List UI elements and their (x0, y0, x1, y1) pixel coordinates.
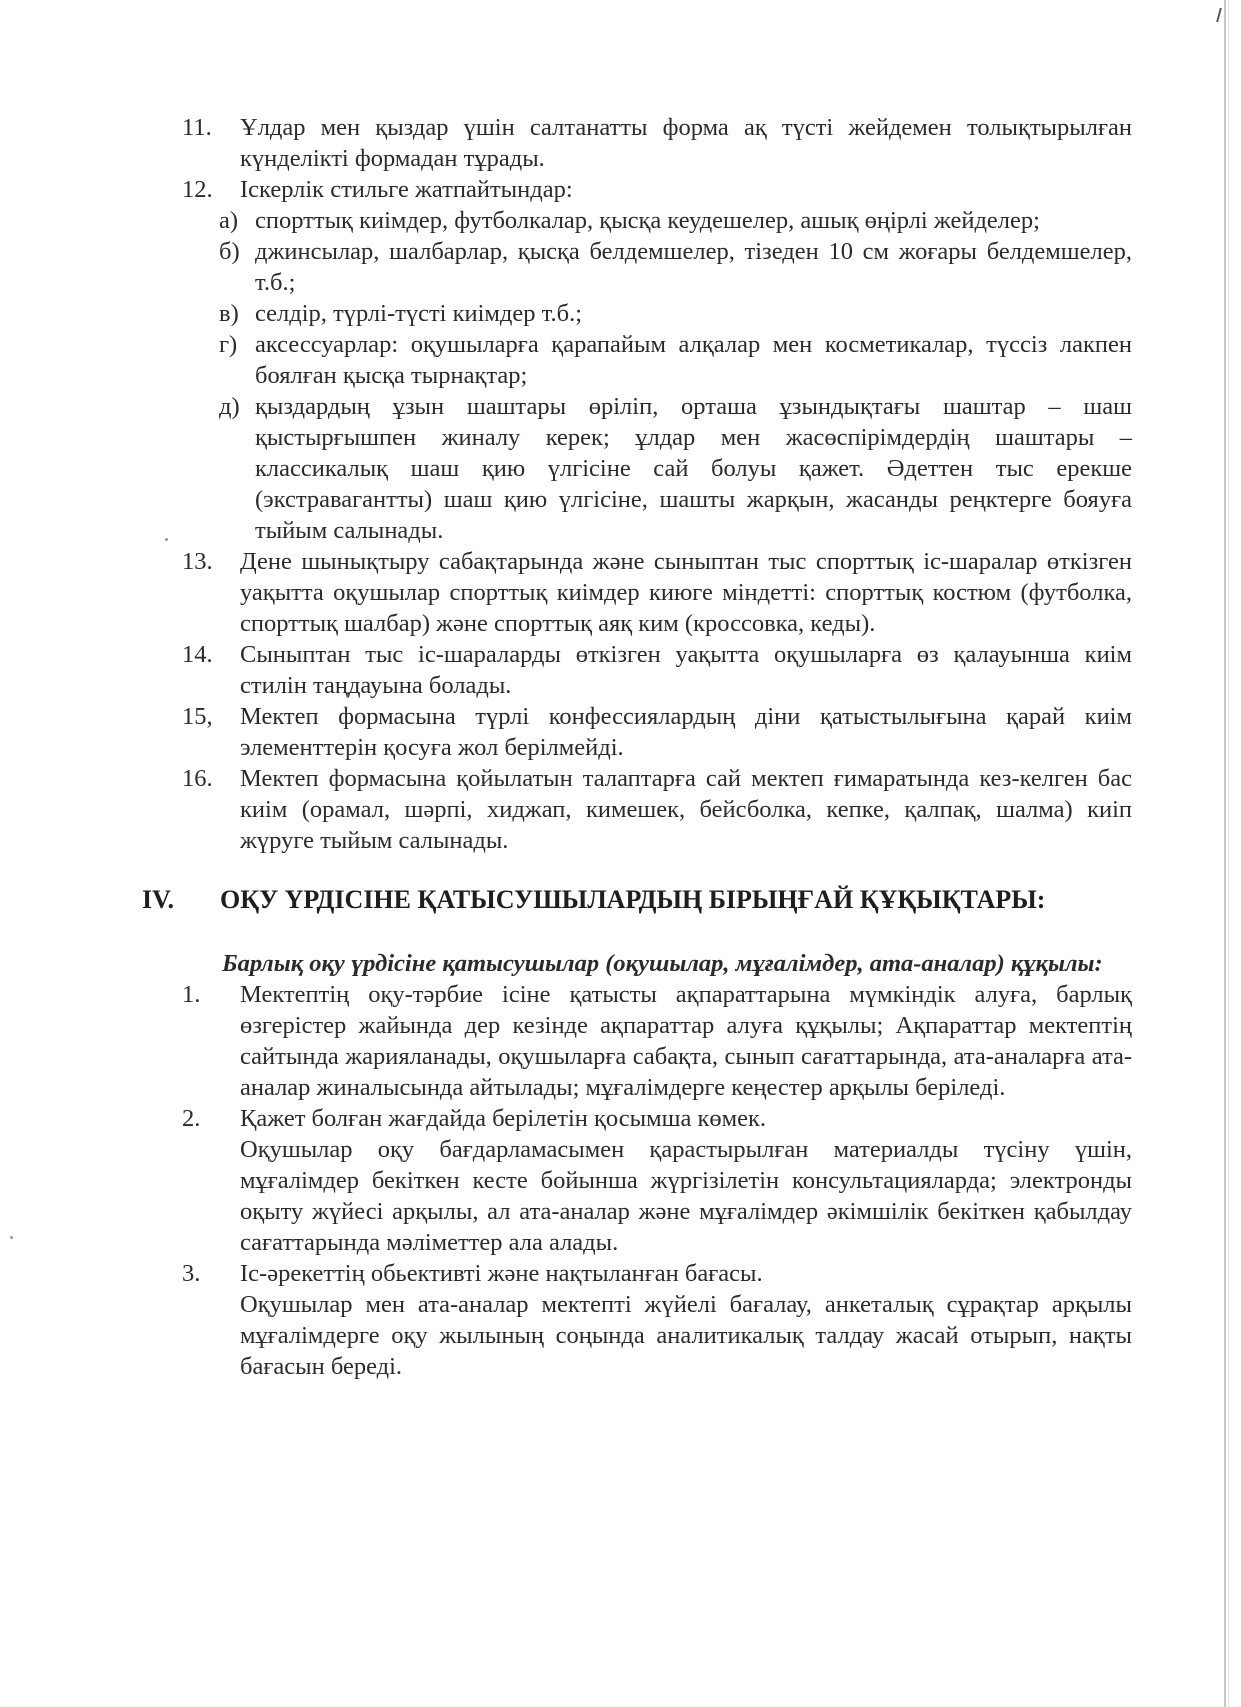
rule-number: 12. (182, 176, 213, 203)
section-intro: Барлық оқу үрдісіне қатысушылар (оқушылар, мұғалімдер, ата-аналар) құқылы: (222, 950, 1103, 977)
subitem-text: қыздардың ұзын шаштары өріліп, орташа ұзындықтағы шаштар – шаш қыстырғышпен жиналу керек; ұлдар мен жасөспірімдердің шаштары – классикалық шаш қию үлгісіне сай болуы қажет. Әдеттен тыс ерекше (экстравагантты) шаш қию үлгісіне, шашты жарқын, жасанды реңктерге бояуға тыйым салынады. (255, 393, 1132, 544)
right-paragraph: Оқушылар оқу бағдарламасымен қарастырылған материалды түсіну үшін, мұғалімдер бекіткен кесте бойынша жүргізілетін консультацияларда; электронды оқыту жүйесі арқылы, ал ата-аналар және мұғалімдер әкімшілік бекіткен қабылдау сағаттарында мәліметтер ала алады. (240, 1136, 1132, 1256)
right-item-3 (142, 1258, 1132, 1382)
subitem-d (142, 391, 1132, 546)
rule-item-11 (142, 112, 1132, 174)
subitem-letter: в) (219, 300, 239, 327)
rule-item-12 (142, 174, 1132, 205)
subitem-b (142, 236, 1132, 298)
rule-item-16 (142, 763, 1132, 856)
rule-text: Мектеп формасына қойылатын талаптарға сай мектеп ғимаратында кез-келген бас киім (орамал, шәрпі, хиджап, кимешек, бейсболка, кепке, қалпақ, шалма) киіп жүруге тыйым салынады. (240, 765, 1132, 854)
subitem-a (142, 205, 1132, 236)
rule-number: 13. (182, 548, 213, 575)
scan-speck (10, 1236, 13, 1239)
rule-number: 16. (182, 765, 213, 792)
subitem-letter: д) (219, 393, 240, 420)
scan-edge-line-secondary (1228, 0, 1229, 1707)
rule-item-15 (142, 701, 1132, 763)
section-roman-numeral: IV. (142, 885, 175, 914)
rule-number: 11. (182, 114, 212, 141)
rule-text: Сыныптан тыс іс-шараларды өткізген уақытта оқушыларға өз қалауынша киім стилін таңдауына болады. (240, 641, 1132, 699)
subitem-text: аксессуарлар: оқушыларға қарапайым алқалар мен косметикалар, түссіз лакпен боялған қысқа тырнақтар; (255, 331, 1132, 389)
right-number: 3. (182, 1260, 201, 1287)
right-number: 1. (182, 981, 201, 1008)
rule-text: Мектеп формасына түрлі конфессиялардың діни қатыстылығына қарай киім элементтерін қосуға жол берілмейді. (240, 703, 1132, 761)
rule-text: Іскерлік стильге жатпайтындар: (240, 176, 573, 203)
subitem-g (142, 329, 1132, 391)
rule-item-14 (142, 639, 1132, 701)
scan-edge-line (1224, 0, 1226, 1707)
right-paragraph: Мектептің оқу-тәрбие ісіне қатысты ақпараттарына мүмкіндік алуға, барлық өзгерістер жайында дер кезінде ақпараттар алуға құқылы; Ақпараттар мектептің сайтында жарияланады, оқушыларға сабақта, сынып сағаттарында, ата-аналарға ата-аналар жиналысында айтылады; мұғалімдерге кеңестер арқылы беріледі. (240, 981, 1132, 1101)
right-item-1 (142, 979, 1132, 1103)
right-item-2 (142, 1103, 1132, 1258)
section-heading (142, 880, 1132, 920)
subitem-text: селдір, түрлі-түсті киімдер т.б.; (255, 300, 583, 327)
subitem-text: спорттық киімдер, футболкалар, қысқа кеудешелер, ашық өңірлі жейделер; (255, 207, 1040, 234)
subitem-v (142, 298, 1132, 329)
rule-text: Ұлдар мен қыздар үшін салтанатты форма ақ түсті жейдемен толықтырылған күнделікті формадан тұрады. (240, 114, 1132, 172)
section-title: ОҚУ ҮРДІСІНЕ ҚАТЫСУШЫЛАРДЫҢ БІРЫҢҒАЙ ҚҰҚЫҚТАРЫ: (220, 885, 1046, 914)
rule-text: Дене шынықтыру сабақтарында және сыныптан тыс спорттық іс-шаралар өткізген уақытта оқушылар спорттық киімдер киюге міндетті: спорттық костюм (футболка, спорттық шалбар) және спорттық аяқ ким (кроссовка, кеды). (240, 548, 1132, 637)
rule-number: 14. (182, 641, 213, 668)
rule-number: 15, (182, 703, 213, 730)
right-paragraph: Оқушылар мен ата-аналар мектепті жүйелі бағалау, анкеталық сұрақтар арқылы мұғалімдерге оқу жылының соңында аналитикалық талдау жасай отырып, нақты бағасын береді. (240, 1291, 1132, 1380)
rule-item-13 (142, 546, 1132, 639)
right-number: 2. (182, 1105, 201, 1132)
subitem-text: джинсылар, шалбарлар, қысқа белдемшелер, тізеден 10 см жоғары белдемшелер, т.б.; (255, 238, 1132, 296)
subitem-letter: б) (219, 238, 240, 265)
document-body (142, 112, 1132, 1382)
subitem-letter: г) (219, 331, 238, 358)
subitem-letter: а) (219, 207, 239, 234)
right-paragraph: Қажет болған жағдайда берілетін қосымша көмек. (240, 1105, 767, 1132)
right-paragraph: Іс-әрекеттің обьективті және нақтыланған бағасы. (240, 1260, 763, 1287)
